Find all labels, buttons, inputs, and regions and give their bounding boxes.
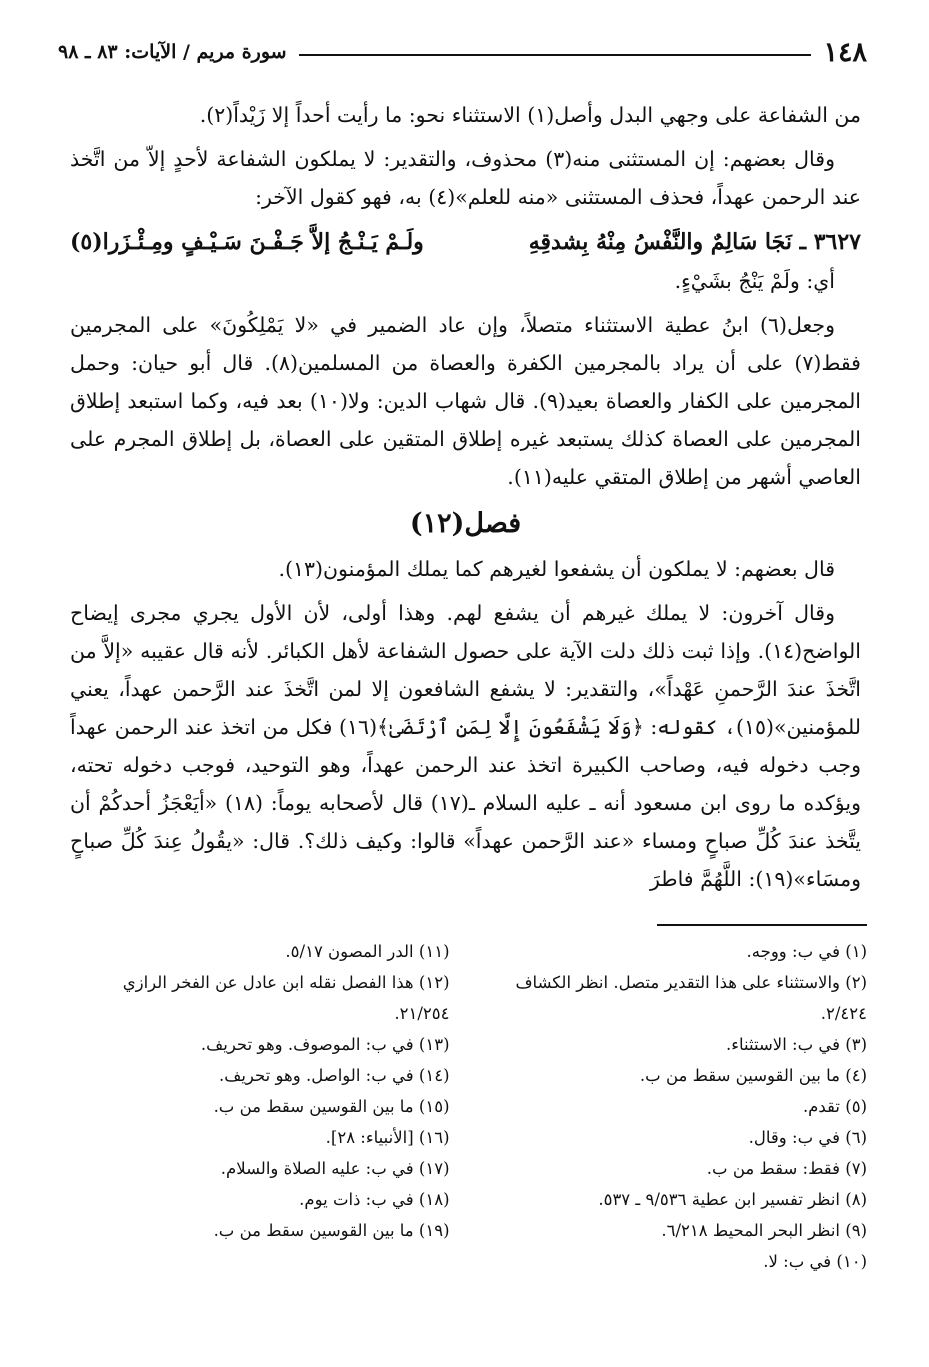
- footnote: (٩) انظر البحر المحيط ٦/٢١٨.: [661, 1221, 867, 1240]
- footnote: (١٤) في ب: الواصل. وهو تحريف.: [219, 1066, 450, 1085]
- footnote: (١٩) ما بين القوسين سقط من ب.: [213, 1221, 450, 1240]
- paragraph-2: وقال بعضهم: إن المستثنى منه(٣) محذوف، والتقدير: لا يملكون الشفاعة لأحدٍ إلاّ من اتَّخذ عند الرحمن عهداً، فحذف المستثنى «منه للعلم»(٤) به، فهو كقول الآخر:: [70, 147, 861, 209]
- section-title: فصل(١٢): [409, 508, 522, 539]
- footnote: (٣) في ب: الاستثناء.: [725, 1035, 867, 1054]
- main-text: [70, 96, 861, 904]
- footnote: (١٠) في ب: لا.: [763, 1252, 867, 1271]
- footnote: (١٣) في ب: الموصوف. وهو تحريف.: [200, 1035, 450, 1054]
- verse-second-hemistich: ولَـمْ يَـنْـجُ إلاَّ جَـفْـنَ سَـيْـفٍ ومِـئْـزَرا(٥): [70, 229, 424, 255]
- footnote-separator: [657, 924, 867, 926]
- footnote: (٤) ما بين القوسين سقط من ب.: [639, 1066, 867, 1085]
- footnote: (٢) والاستثناء على هذا التقدير متصل. انظر الكشاف ٢/٤٢٤.: [515, 973, 867, 1023]
- paragraph-4: وجعل(٦) ابنُ عطية الاستثناء متصلاً، وإن عاد الضمير في «لا يَمْلِكُونَ» على المجرمين فقط(٧) على أن يراد بالمجرمين الكفرة والعصاة من المسلمين(٨). قال أبو حيان: وحمل المجرمين على الكفار والعصاة بعيد(٩). قال شهاب الدين: ولا(١٠) بعد فيه، وكما استبعد إطلاق المجرمين على العصاة كذلك يستبعد غيره إطلاق المتقين على العصاة، بل إطلاق المجرم على العاصي أشهر من إطلاق المتقي عليه(١١).: [70, 313, 862, 489]
- footnote: (٨) انظر تفسير ابن عطية ٩/٥٣٦ ـ ٥٣٧.: [598, 1190, 867, 1209]
- paragraph-5: قال بعضهم: لا يملكون أن يشفعوا لغيرهم كما يملك المؤمنون(١٣).: [278, 557, 835, 581]
- footnote: (١١) الدر المصون ٥/١٧.: [285, 942, 450, 961]
- footnote: (٥) تقدم.: [802, 1097, 867, 1116]
- page-number: ١٤٨: [823, 36, 867, 68]
- running-title: سورة مريم / الآيات: ٨٣ ـ ٩٨: [58, 41, 287, 63]
- footnotes: [72, 936, 867, 1277]
- header-rule: [299, 54, 812, 56]
- paragraph-3: أي: ولَمْ يَنْجُ بشَيْءٍ.: [674, 269, 835, 293]
- footnote: (١٦) [الأنبياء: ٢٨].: [325, 1128, 450, 1147]
- poetry-verse: [70, 222, 861, 262]
- footnote: (١٥) ما بين القوسين سقط من ب.: [213, 1097, 450, 1116]
- footnote: (٧) فقط: سقط من ب.: [706, 1159, 867, 1178]
- footnote: (٦) في ب: وقال.: [748, 1128, 867, 1147]
- footnotes-left-column: [72, 936, 470, 1277]
- paragraph-6: وقال آخرون: لا يملك غيرهم أن يشفع لهم. وهذا أولى، لأن الأول يجري مجرى إيضاح الواضح(١٤). وإذا ثبت ذلك دلت الآية على حصول الشفاعة لأهل الكبائر. لأنه قال عقيبه «إلاَّ من اتَّخذَ عندَ الرَّحمنِ عَهْداً»، والتقدير: لا يشفع الشافعون إلا لمن اتَّخذَ عند الرَّحمن عهداً، يعني للمؤمنين»(١٥)، كقوله: ﴿وَلَا يَشْفَعُونَ إِلَّا لِمَنِ ٱرْتَضَىٰ﴾(١٦) فكل من اتخذ عند الرحمن عهداً وجب دخوله فيه، وصاحب الكبيرة اتخذ عند الرحمن عهداً، وهو التوحيد، فوجب دخوله تحته، ويؤكده ما روى ابن مسعود أنه ـ عليه السلام ـ(١٧) قال لأصحابه يوماً: (١٨) «أيَعْجَزُ أحدكُمْ أن يتَّخذ عندَ كُلِّ صباحٍ ومساء «عند الرَّحمن عهداً» قالوا: وكيف ذلك؟. قال: «يقُولُ عِندَ كُلِّ صباحٍ ومسَاء»(١٩): اللَّهُمَّ فاطرَ: [70, 601, 861, 891]
- footnote: (١٧) في ب: عليه الصلاة والسلام.: [220, 1159, 450, 1178]
- verse-first-hemistich: ٣٦٢٧ ـ نَجَا سَالِمٌ والنَّفْسُ مِنْهُ بِشدقِهِ: [528, 229, 861, 255]
- footnote: (١٨) في ب: ذات يوم.: [299, 1190, 450, 1209]
- footnote: (١٢) هذا الفصل نقله ابن عادل عن الفخر الرازي ٢١/٢٥٤.: [122, 973, 450, 1023]
- footnotes-right-column: [470, 936, 868, 1277]
- paragraph-1: من الشفاعة على وجهي البدل وأصل(١) الاستثناء نحو: ما رأيت أحداً إلا زَيْداً(٢).: [199, 103, 861, 127]
- footnote: (١) في ب: ووجه.: [746, 942, 867, 961]
- running-header: [58, 30, 867, 74]
